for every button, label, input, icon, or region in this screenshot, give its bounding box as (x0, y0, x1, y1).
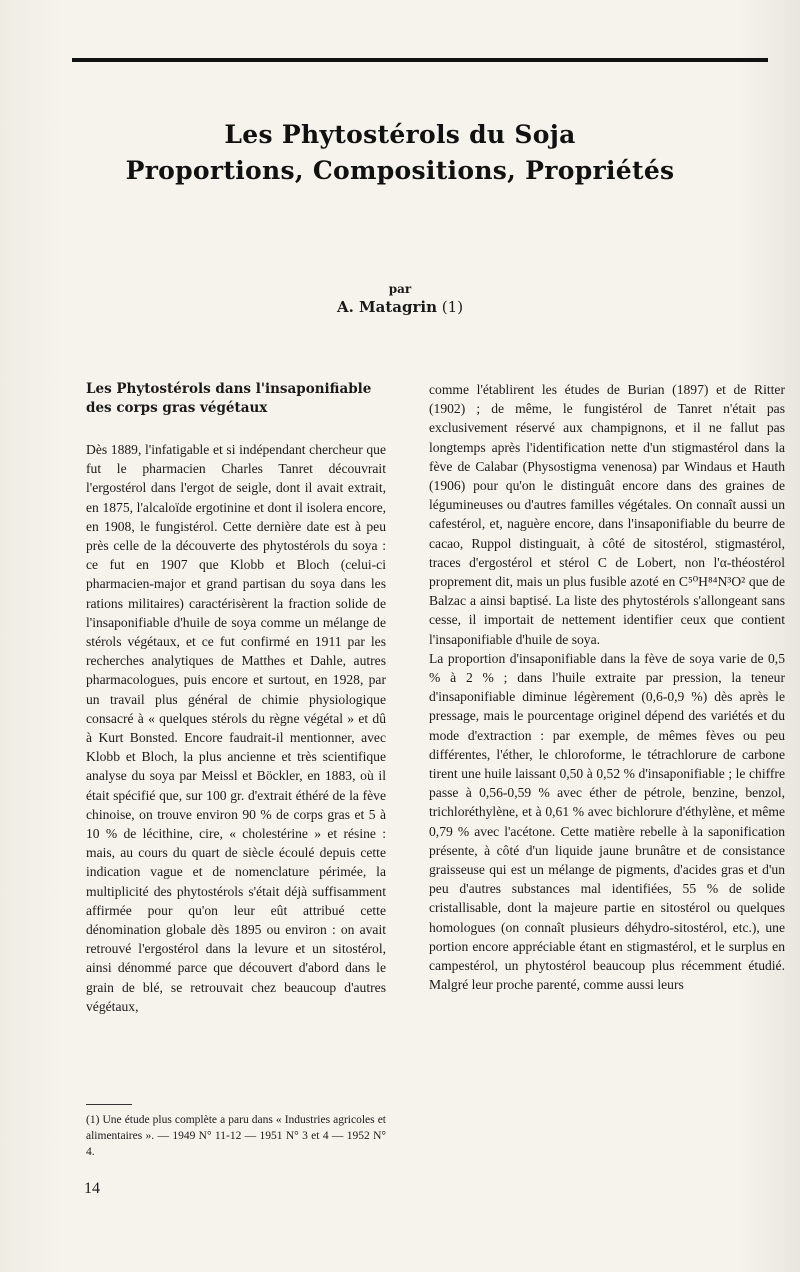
article-title-line-2: Proportions, Compositions, Propriétés (125, 156, 675, 185)
page-number: 14 (84, 1180, 100, 1197)
left-column (86, 380, 386, 1016)
right-column-paragraph-1: comme l'établirent les études de Burian (1897) et de Ritter (1902) ; de même, le fungistérol de Tanret n'était pas exclusivement réservé aux champignons, et il ne fallut pas longtemps après l'identification nette d'un stigmastérol dans la fève de Calabar (Physostigma venenosa) par Windaus et Hauth (1906) pour qu'on le distinguât encore dans des graines de légumineuses ou d'autres familles végétales. On connaît aussi un cafestérol, et, naguère encore, dans l'insaponifiable du beurre de cacao, Ruppol distinguait, à côté de sitostérol, stigmastérol, traces d'ergostérol et stérol C de Lobert, non l'α-théostérol proprement dit, mais un plus fusible azoté en C⁵⁰H⁸⁴N³O² que de Balzac a ainsi baptisé. La liste des phytostérols s'allongeant sans cesse, il importait de nettement identifier ceux que contient l'insaponifiable d'huile de soya. (429, 382, 785, 647)
right-column-paragraph-2: La proportion d'insaponifiable dans la fève de soya varie de 0,5 % à 2 % ; dans l'huile extraite par pression, la teneur d'insaponifiable diminue légèrement (0,6-0,9 %) dès après le pressage, mais le pourcentage originel dépend des variétés et du mode d'extraction : par exemple, de mêmes fèves ou peu différentes, l'éther, le chloroforme, le tétrachlorure de carbone tirent une huile laissant 0,50 à 0,52 % d'insaponifiable ; le chiffre passe à 0,56-0,59 % avec éther de pétrole, benzine, benzol, trichloréthylène, et à 0,61 % avec bichlorure d'éthylène, et même 0,79 % avec l'acétone. Cette matière rebelle à la saponification présente, à côté d'un liquide jaune brunâtre et de consistance graisseuse qui est un mélange de pigments, d'acides gras et d'un peu d'autres substances mal identifiées, 55 % de solide cristallisable, dont la majeure partie en sitostérol ou quelques homologues (on connaît plusieurs déhydro-sitostérol, etc.), une portion encore appréciable étant en stigmastérol, et le surplus en campestérol, un phytostérol beaucoup plus récemment étudié. Malgré leur proche parenté, comme aussi leurs (429, 650, 785, 993)
article-title-line-1: Les Phytostérols du Soja (224, 120, 576, 149)
footnote-rule (86, 1104, 132, 1105)
footnote: (1) Une étude plus complète a paru dans « Industries agricoles et alimentaires ». — 1949 N° 11-12 — 1951 N° 3 et 4 — 1952 N° 4. (86, 1114, 386, 1158)
left-column-body: Dès 1889, l'infatigable et si indépendant chercheur que fut le pharmacien Charles Tanret découvrait l'ergostérol dans l'ergot de seigle, dont il avait extrait, en 1875, l'alcaloïde ergotinine et dont il isolera encore, en 1908, le fungistérol. Cette dernière date est à peu près celle de la découverte des phytostérols du soya : ce fut en 1907 que Klobb et Bloch (celui-ci pharmacien-major et grand partisan du soya dans les rations militaires) caractérisèrent la fraction solide de l'insaponifiable d'huile de soya comme un mélange de stérols végétaux, et ce fut confirmé en 1911 par les recherches analytiques de Matthes et Dahle, autres pharmacologues, puis encore et surtout, en 1928, par un travail plus général de chimie physiologique consacré à « quelques stérols du règne végétal » et dû à Kurt Bonsted. Encore faudrait-il mentionner, avec Klobb et Bloch, la plus ancienne et très scientifique analyse du soya par Meissl et Böckler, en 1883, où il était spécifié que, sur 100 gr. d'extrait éthéré de la fève chinoise, on trouve environ 90 % de corps gras et 5 à 10 % de lécithine, cire, « cholestérine » et résine : mais, au cours du quart de siècle écoulé depuis cette indication vague et de nomenclature périmée, la multiplicité des phytostérols s'était déjà suffisamment affirmée pour qu'on leur eût attribué cette dénomination globale dès 1895 ou environ : on avait retrouvé l'ergostérol dans la levure et un sitostérol, ainsi dénommé parce que découvert d'abord dans le grain de blé, se retrouvait chez beaucoup d'autres végétaux, (86, 442, 386, 1014)
top-rule (72, 58, 768, 62)
section-heading: Les Phytostérols dans l'insaponifiable des corps gras végétaux (86, 381, 372, 416)
author-line (0, 298, 800, 316)
by-line-par: par (388, 282, 412, 296)
author-name: A. Matagrin (336, 298, 438, 316)
right-column (429, 380, 785, 995)
author-footnote-ref: (1) (441, 298, 464, 316)
